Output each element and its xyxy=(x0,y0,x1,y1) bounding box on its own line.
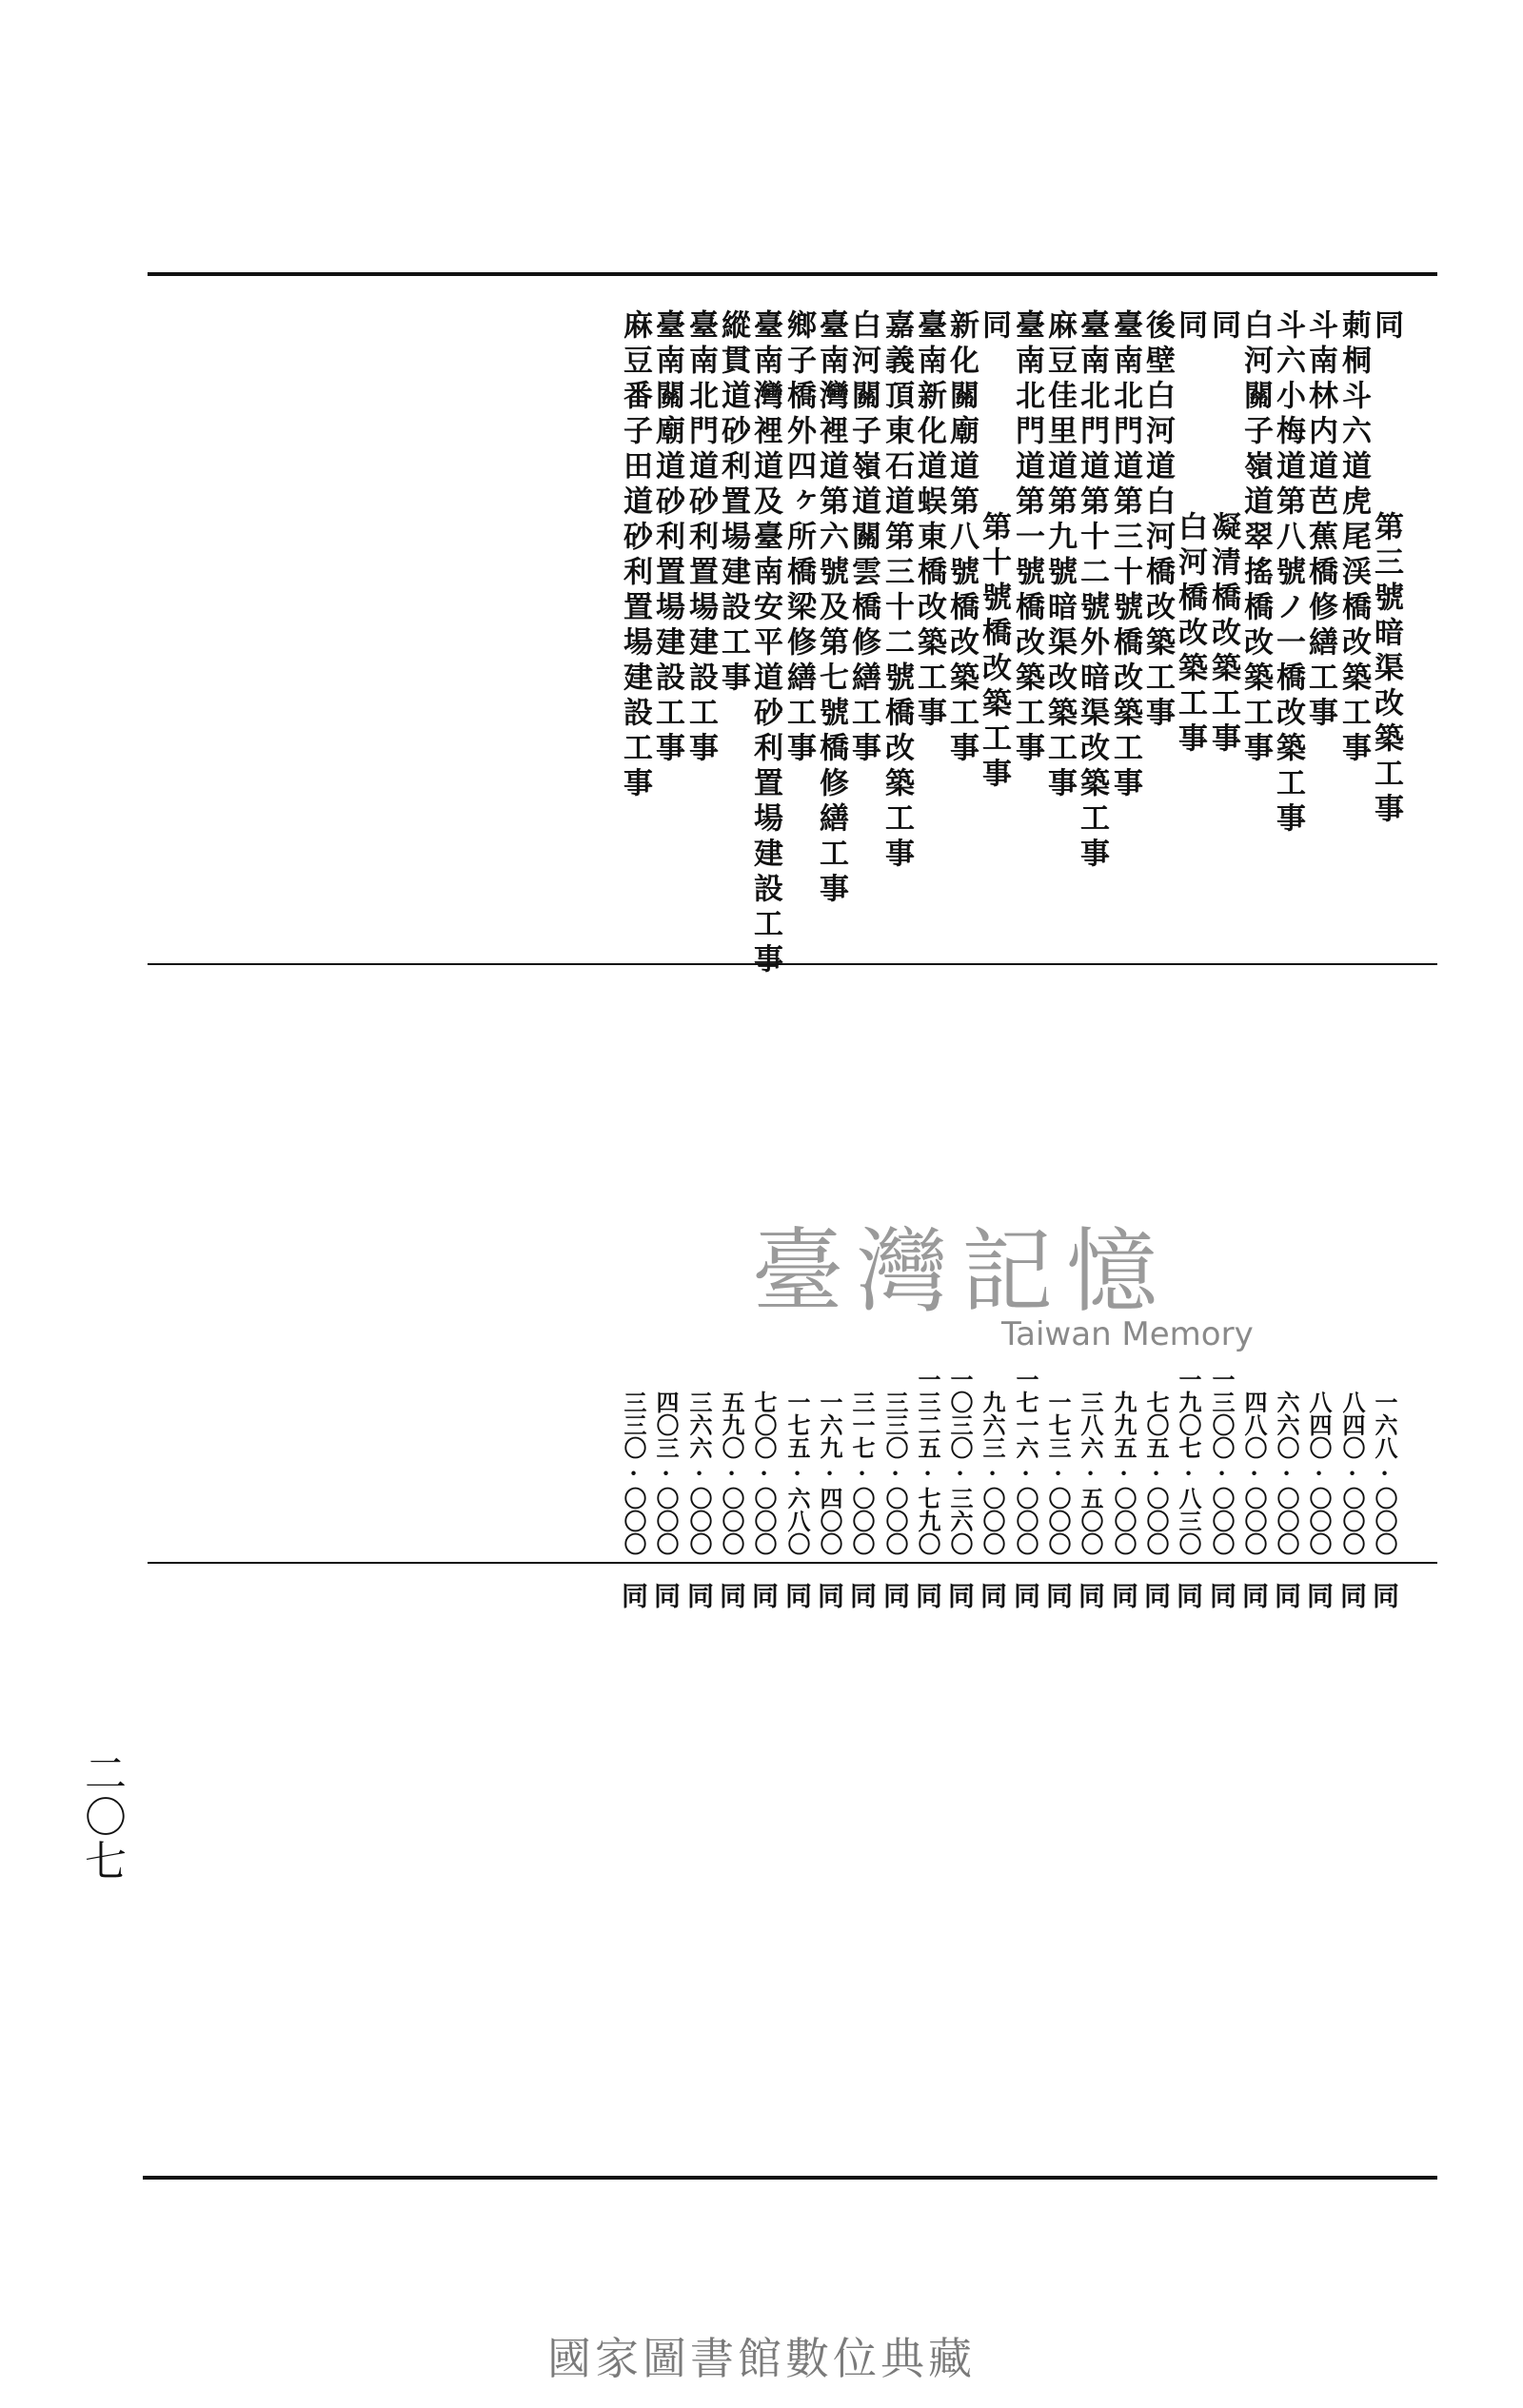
item-column xyxy=(1238,309,1273,767)
item-head: 同 xyxy=(1206,309,1240,345)
item-head: 臺南新化道蜈東橋改築工事 xyxy=(912,309,946,732)
same-mark: 同 xyxy=(1108,1582,1139,1609)
same-mark: 同 xyxy=(846,1582,878,1609)
item-column xyxy=(1173,309,1207,758)
item-column xyxy=(1140,309,1175,732)
item-column xyxy=(618,309,652,802)
amount-cell: 一九〇七·八三〇 xyxy=(1175,1368,1202,1555)
amount-cell: 七〇五·〇〇〇 xyxy=(1142,1391,1170,1555)
same-mark: 同 xyxy=(814,1582,845,1609)
item-column xyxy=(1010,309,1044,767)
same-mark: 同 xyxy=(1271,1582,1302,1609)
watermark-logo xyxy=(752,1199,1266,1371)
same-mark: 同 xyxy=(1206,1582,1237,1609)
top-rule xyxy=(148,272,1437,276)
same-mark: 同 xyxy=(781,1582,813,1609)
amount-cell: 七〇〇·〇〇〇 xyxy=(750,1391,778,1555)
bottom-rule xyxy=(143,2176,1437,2180)
item-column xyxy=(814,309,848,908)
same-mark: 同 xyxy=(944,1582,976,1609)
item-head: 臺南北門道第十二號外暗渠改築工事 xyxy=(1075,309,1109,873)
amount-cell: 八四〇·〇〇〇 xyxy=(1338,1391,1366,1555)
footer-credit: 國家圖書館數位典藏 xyxy=(547,2333,976,2384)
item-head: 後壁白河道白河橋改築工事 xyxy=(1140,309,1175,732)
same-mark: 同 xyxy=(1042,1582,1074,1609)
watermark-subtitle: Taiwan Memory xyxy=(1001,1315,1254,1353)
amount-cell: 四〇三·〇〇〇 xyxy=(652,1391,680,1555)
item-column xyxy=(716,309,750,697)
item-column xyxy=(1271,309,1305,838)
item-column xyxy=(912,309,946,732)
item-head: 斗南林内道芭蕉橋修繕工事 xyxy=(1303,309,1337,732)
item-column xyxy=(652,309,682,767)
same-mark: 同 xyxy=(1238,1582,1270,1609)
item-head: 白河關子嶺道翠搖橋改築工事 xyxy=(1238,309,1273,767)
amount-cell: 一三〇〇·〇〇〇 xyxy=(1208,1368,1236,1555)
same-mark: 同 xyxy=(618,1582,649,1609)
item-column xyxy=(1305,309,1335,732)
item-head: 白河關子嶺道關雲橋修繕工事 xyxy=(846,309,880,767)
amount-cell: 一七三·〇〇〇 xyxy=(1044,1391,1072,1555)
watermark-title: 臺灣記憶 xyxy=(752,1218,1171,1325)
amount-cell: 四八〇·〇〇〇 xyxy=(1240,1391,1268,1555)
page-number: 二〇七 xyxy=(77,1751,126,1883)
amount-cell: 八四〇·〇〇〇 xyxy=(1305,1391,1333,1555)
same-mark: 同 xyxy=(748,1582,780,1609)
item-head: 麻豆佳里道第九號暗渠改築工事 xyxy=(1042,309,1077,802)
item-head: 嘉義頂東石道第三十二號橋改築工事 xyxy=(880,309,914,873)
item-head: 新化關廟道第八號橋改築工事 xyxy=(944,309,979,767)
item-head: 斗六小梅道第八號ノ一橋改築工事 xyxy=(1271,309,1305,838)
item-rule xyxy=(148,963,1437,965)
item-head: 縱貫道砂利置場建設工事 xyxy=(716,309,750,697)
item-column xyxy=(1042,309,1077,802)
amount-cell: 一七五·六八〇 xyxy=(783,1391,811,1555)
amount-cell: 三八六·五〇〇 xyxy=(1077,1391,1104,1555)
same-mark: 同 xyxy=(1075,1582,1106,1609)
item-head: 臺南北門道第三十號橋改築工事 xyxy=(1108,309,1142,802)
item-column xyxy=(750,309,780,978)
item-column xyxy=(1369,309,1403,828)
item-subtext: 第三號暗渠改築工事 xyxy=(1369,511,1403,828)
item-head: 麻豆番子田道砂利置場建設工事 xyxy=(618,309,652,802)
same-mark: 同 xyxy=(1303,1582,1335,1609)
amount-cell: 一六九·四〇〇 xyxy=(816,1391,843,1555)
item-subtext: 第十號橋改築工事 xyxy=(977,511,1011,793)
amount-cell: 一〇三〇·三六〇 xyxy=(946,1368,974,1555)
amount-cell: 一六八·〇〇〇 xyxy=(1371,1391,1398,1555)
same-mark: 同 xyxy=(880,1582,911,1609)
amount-cell: 一三二五·七九〇 xyxy=(914,1368,941,1555)
same-mark: 同 xyxy=(977,1582,1008,1609)
item-column xyxy=(848,309,878,767)
item-subtext: 白河橋改築工事 xyxy=(1173,511,1207,758)
amount-cell: 九九五·〇〇〇 xyxy=(1110,1391,1137,1555)
amount-cell: 三一七·〇〇〇 xyxy=(848,1391,876,1555)
same-mark: 同 xyxy=(1173,1582,1204,1609)
same-mark: 同 xyxy=(683,1582,715,1609)
item-head: 鄉子橋外四ヶ所橋梁修繕工事 xyxy=(781,309,816,767)
same-mark: 同 xyxy=(1369,1582,1400,1609)
item-head: 臺南北門道砂利置場建設工事 xyxy=(683,309,718,767)
item-head: 臺南灣裡道第六號及第七號橋修繕工事 xyxy=(814,309,848,908)
item-column xyxy=(781,309,816,767)
item-head: 同 xyxy=(977,309,1011,345)
same-mark: 同 xyxy=(716,1582,747,1609)
item-column xyxy=(1336,309,1371,767)
amount-cell: 一七一六·〇〇〇 xyxy=(1012,1368,1039,1555)
item-column xyxy=(1075,309,1109,873)
item-head: 同 xyxy=(1173,309,1207,345)
amount-cell: 六六〇·〇〇〇 xyxy=(1273,1391,1300,1555)
same-mark: 同 xyxy=(650,1582,682,1609)
item-head: 莿桐斗六道虎尾渓橋改築工事 xyxy=(1336,309,1371,767)
same-mark: 同 xyxy=(912,1582,943,1609)
item-column xyxy=(1206,309,1240,758)
amount-cell: 三三〇·〇〇〇 xyxy=(881,1391,909,1555)
amount-cell: 九六三·〇〇〇 xyxy=(979,1391,1006,1555)
item-head: 臺南北門道第一號橋改築工事 xyxy=(1010,309,1044,767)
same-mark: 同 xyxy=(1010,1582,1041,1609)
same-mark: 同 xyxy=(1336,1582,1368,1609)
item-subtext: 凝清橋改築工事 xyxy=(1206,511,1240,758)
same-mark: 同 xyxy=(1140,1582,1172,1609)
item-head: 同 xyxy=(1369,309,1403,345)
item-column xyxy=(683,309,718,767)
amount-rule xyxy=(148,1562,1437,1564)
amount-cell: 三三〇·〇〇〇 xyxy=(620,1391,647,1555)
item-column xyxy=(880,309,914,873)
item-column xyxy=(977,309,1011,793)
item-head: 臺南關廟道砂利置場建設工事 xyxy=(650,309,684,767)
item-column xyxy=(1108,309,1142,802)
item-head: 臺南灣裡道及臺南安平道砂利置場建設工事 xyxy=(748,309,782,978)
item-column xyxy=(944,309,979,767)
amount-cell: 五九〇·〇〇〇 xyxy=(718,1391,745,1555)
amount-cell: 三六六·〇〇〇 xyxy=(685,1391,713,1555)
